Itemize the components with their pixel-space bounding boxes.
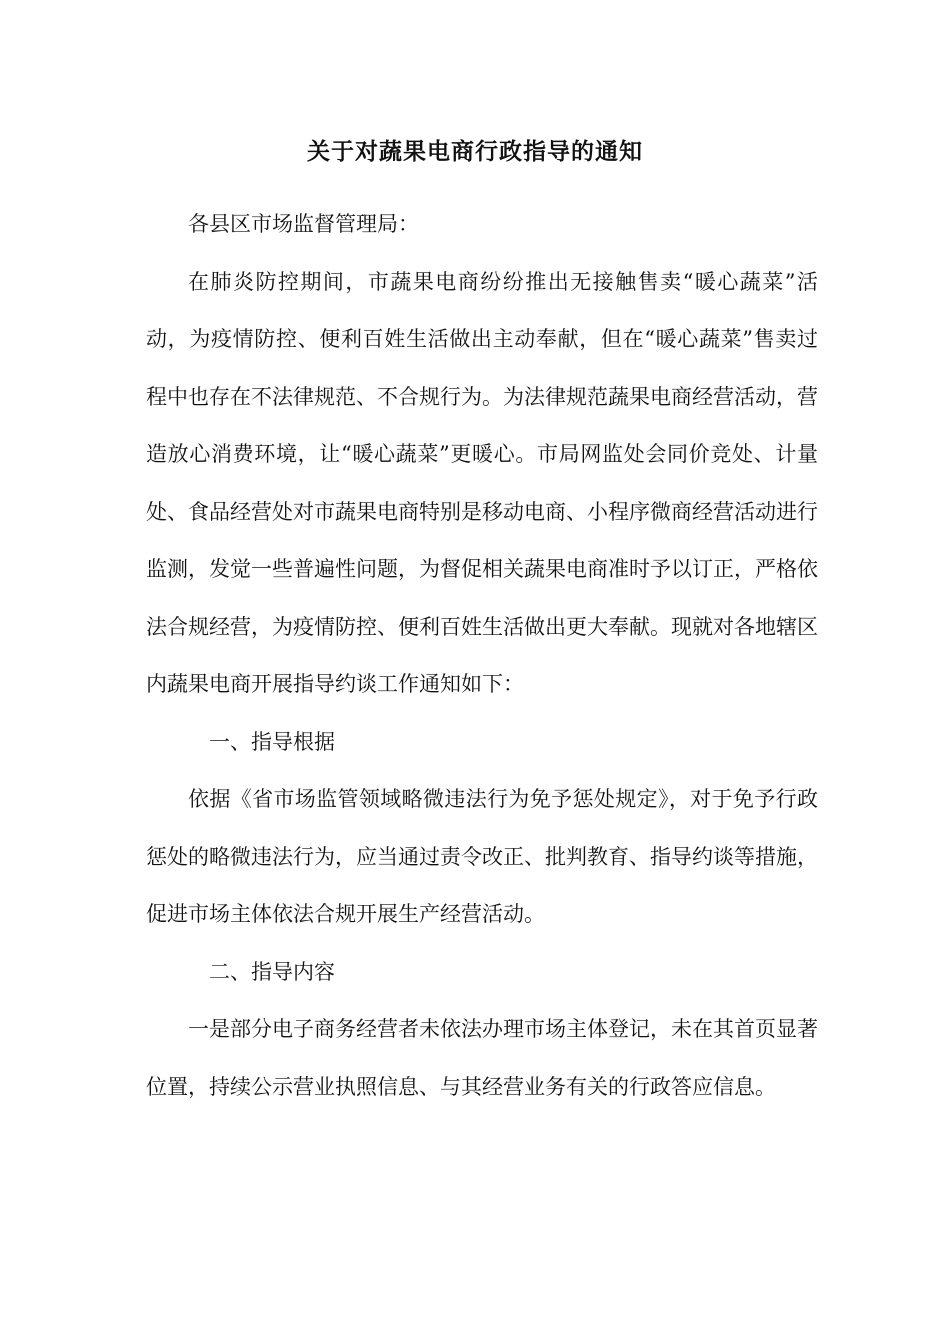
salutation: 各县区市场监督管理局： — [188, 212, 419, 236]
section-heading-basis: 一、指导根据 — [209, 729, 335, 754]
section-paragraph-basis: 依据《省市场监管领域略微违法行为免予惩处规定》，对于免予行政惩处的略微违法行为，应当通过责令改正、批判教育、指导约谈等措施，促进市场主体依法合规开展生产经营活动。 — [146, 787, 818, 926]
document-title: 关于对蔬果电商行政指导的通知 — [307, 138, 643, 165]
document-body — [146, 196, 818, 1116]
intro-paragraph: 在肺炎防控期间，市蔬果电商纷纷推出无接触售卖“暖心蔬菜”活动，为疫情防控、便利百姓生活做出主动奉献，但在“暖心蔬菜”售卖过程中也存在不法律规范、不合规行为。为法律规范蔬果电商经营活动，营造放心消费环境，让“暖心蔬菜”更暖心。市局网监处会同价竞处、计量处、食品经营处对市蔬果电商特别是移动电商、小程序微商经营活动进行监测，发觉一些普遍性问题，为督促相关蔬果电商准时予以订正，严格依法合规经营，为疫情防控、便利百姓生活做出更大奉献。现就对各地辖区内蔬果电商开展指导约谈工作通知如下： — [146, 269, 818, 696]
section-paragraph-content: 一是部分电子商务经营者未依法办理市场主体登记，未在其首页显著位置，持续公示营业执照信息、与其经营业务有关的行政答应信息。 — [146, 1017, 818, 1099]
section-heading-content: 二、指导内容 — [209, 959, 335, 984]
